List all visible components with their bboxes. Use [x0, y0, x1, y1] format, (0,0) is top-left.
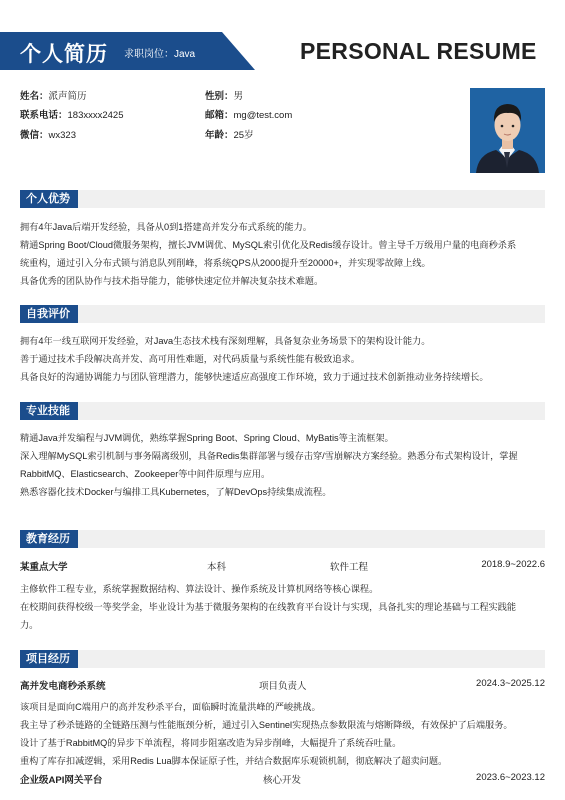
school-name: 某重点大学	[20, 562, 68, 573]
section-bar	[78, 190, 545, 208]
project-name: 企业级API网关平台	[20, 775, 103, 786]
section-skills	[20, 402, 545, 420]
education-date: 2018.9~2022.6	[481, 559, 545, 570]
advantages-text: 拥有4年Java后端开发经验，具备从0到1搭建高并发分布式系统的能力。 精通Spring Boot/Cloud微服务架构，擅长JVM调优、MySQL索引优化及Redis缓存设计。曾主导千万级用户量的电商秒杀系 统重构，通过引入分布式锁与消息队列削峰，将系统QPS从2000提升至20000+，并实现零故障上线。 具备优秀的团队协作与技术指导能力，能够快速定位并解决复杂技术难题。	[20, 222, 517, 286]
info-gender: 性别：男	[205, 91, 244, 102]
info-name: 姓名：派声简历	[20, 91, 87, 102]
section-title: 项目经历	[20, 650, 78, 668]
education-text: 主修软件工程专业，系统掌握数据结构、算法设计、操作系统及计算机网络等核心课程。 在校期间获得校级一等奖学金，毕业设计为基于微服务架构的在线教育平台设计与实现，具备扎实的理论基础与工程实践能 力。	[20, 584, 517, 630]
resume-title: PERSONAL RESUME	[300, 38, 537, 64]
section-evaluation	[20, 305, 545, 323]
info-age: 年龄：25岁	[205, 130, 254, 141]
project-role: 核心开发	[263, 775, 302, 786]
portrait-icon	[470, 88, 545, 173]
section-title: 自我评价	[20, 305, 78, 323]
info-phone: 联系电话：183xxxx2425	[20, 110, 124, 121]
section-education	[20, 530, 545, 548]
skills-text: 精通Java并发编程与JVM调优，熟练掌握Spring Boot、Spring Cloud、MyBatis等主流框架。 深入理解MySQL索引机制与事务隔离级别，具备Redis集群部署与缓存击穿/雪崩解决方案经验。熟悉分布式架构设计，掌握 RabbitMQ、Elasticsearch、Zookeeper等中间件原理与应用。 熟悉容器化技术Docker与编排工具Kubernetes，了解DevOps持续集成流程。	[20, 433, 518, 497]
job-position: 求职岗位：Java	[124, 49, 196, 60]
section-bar	[78, 650, 545, 668]
info-email: 邮箱：mg@test.com	[205, 110, 293, 121]
degree: 本科	[207, 562, 227, 573]
project-text: 该项目是面向C端用户的高并发秒杀平台，面临瞬时流量洪峰的严峻挑战。 我主导了秒杀链路的全链路压测与性能瓶颈分析，通过引入Sentinel实现热点参数限流与熔断降级，有效保护了后端服务。 设计了基于RabbitMQ的异步下单流程，将同步阻塞改造为异步削峰，大幅提升了系统吞吐量。 重构了库存扣减逻辑，采用Redis Lua脚本保证原子性，并结合数据库乐观锁机制，彻底解决了超卖问题。	[20, 702, 513, 766]
section-title: 教育经历	[20, 530, 78, 548]
section-advantages	[20, 190, 545, 208]
evaluation-text: 拥有4年一线互联网开发经验，对Java生态技术栈有深刻理解，具备复杂业务场景下的架构设计能力。 善于通过技术手段解决高并发、高可用性难题，对代码质量与系统性能有极致追求。 具备良好的沟通协调能力与团队管理潜力，能够快速适应高强度工作环境，致力于通过技术创新推动业务持续增长。	[20, 336, 489, 382]
major: 软件工程	[330, 562, 369, 573]
education-row	[20, 559, 545, 573]
info-wechat: 微信：wx323	[20, 130, 76, 141]
project-row	[20, 678, 545, 692]
project-row	[20, 772, 545, 786]
profile-photo	[470, 88, 545, 173]
project-date: 2023.6~2023.12	[476, 772, 545, 783]
section-bar	[78, 402, 545, 420]
section-bar	[78, 530, 545, 548]
section-bar	[78, 305, 545, 323]
project-name: 高并发电商秒杀系统	[20, 681, 106, 692]
section-projects	[20, 650, 545, 668]
section-title: 个人优势	[20, 190, 78, 208]
section-title: 专业技能	[20, 402, 78, 420]
project-role: 项目负责人	[259, 681, 307, 692]
header-title: 个人简历	[20, 43, 108, 66]
project-date: 2024.3~2025.12	[476, 678, 545, 689]
